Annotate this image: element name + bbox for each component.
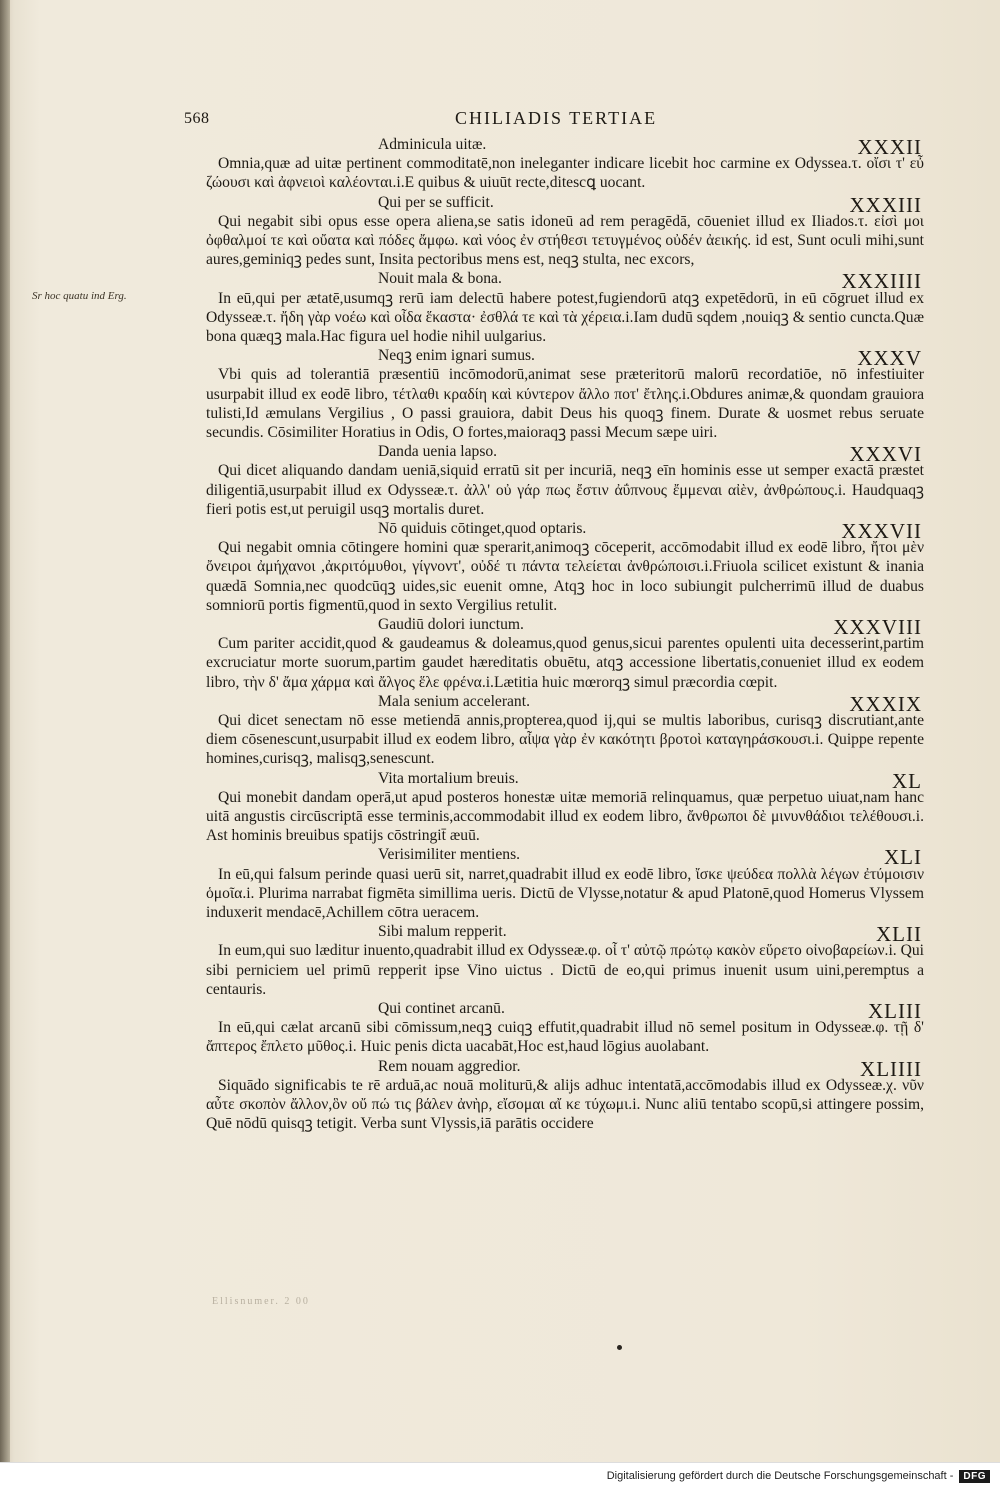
adage-entry [206, 692, 924, 769]
adage-numeral: XXXVII [841, 518, 922, 543]
adage-body: Qui monebit dandam operā,ut apud posteros honestæ uitæ memoriā relinquamus, quæ perpetuo uiuat,nam hanc uitā angustis circūscriptā esse terminis,accommodabit illud ex eodem libro, ἄνθρωποι δὲ μινυνθάδιοι τελέθουσι.i. Ast hominis breuibus spatijs cōstringit̄ æuū. [206, 788, 924, 845]
adage-heading [206, 768, 924, 793]
adage-title: Mala senium accelerant. [378, 692, 530, 710]
adage-title: Vita mortalium breuis. [378, 769, 519, 787]
running-head: CHILIADIS TERTIAE [455, 108, 658, 128]
adage-entry [206, 615, 924, 692]
adage-entry [206, 519, 924, 615]
digitization-footer [0, 1462, 1000, 1489]
adage-numeral: XXXIIII [841, 269, 922, 294]
adage-heading [206, 845, 924, 870]
adage-title: Qui continet arcanū. [378, 999, 505, 1017]
adage-entry [206, 442, 924, 519]
adage-entry [206, 1057, 924, 1134]
adage-body: In eum,qui suo læditur inuento,quadrabit illud ex Odysseæ.φ. οἷ τ' αὐτῷ πρώτῳ κακὸν εὕρετο οἰνοβαρείων.i. Qui sibi perniciem uel primū repperit ipse Vino uictus . Dictū de eo,qui primus inuenit usum uini,peremptus a centauris. [206, 942, 924, 998]
adage-body: Qui dicet senectam nō esse metiendā annis,propterea,quod ij,qui se multis laboribus, curisqꝫ discrutiant,ante diem cōsenescunt,usurpabit illud ex eodem libro, αἶψα γὰρ ἐν κακότητι βροτοὶ καταγηράσκουσι.i. Quippe repente homines,curisqꝫ, malisqꝫ,senescunt. [206, 711, 924, 768]
adage-title: Nouit mala & bona. [378, 270, 502, 288]
adage-title: Sibi malum repperit. [378, 923, 507, 941]
adage-entry [206, 135, 924, 193]
adage-entry [206, 769, 924, 846]
adage-entry [206, 922, 924, 999]
adage-entry [206, 346, 924, 442]
adage-numeral: XLIIII [860, 1056, 922, 1081]
adage-heading [206, 614, 924, 639]
faint-bleedthrough-text: Ellisnumer. 2 00 [212, 1296, 310, 1307]
adage-numeral: XXXVIII [833, 614, 922, 639]
adage-numeral: XL [892, 768, 922, 793]
adage-body: In eū,qui per ætatē,usumqꝫ rerū iam delectū habere potest,fugiendorū atqꝫ expetēdorū, in eū cōgruet illud ex Odysseæ.τ. ἤδη γὰρ νοέω καὶ οἶδα ἕκαστα· ἐσθλά τε καὶ τὰ χέρεια.i.Iam dudū sqdem ,nouiqꝫ & sentio cuncta.Quæ bona quæqꝫ mala.Hac figura uel hodie nihil uulgarius. [206, 289, 924, 345]
adage-title: Rem nouam aggredior. [378, 1057, 521, 1075]
dfg-logo: DFG [959, 1470, 990, 1483]
adage-heading [206, 442, 924, 467]
adage-numeral: XXXIX [849, 691, 922, 716]
adage-body: In eū,qui falsum perinde quasi uerū sit, narret,quadrabit illud ex eodē libro, ἴσκε ψεύδεα πολλὰ λέγων ἐτύμοισιν ὁμοῖα.i. Plurima narrabat figmēta simillima ueris. Dictū de Vlysse,notatur & apud Platonē,quod Homerus Vlyssem induxerit mendacē,Achillem cōtra ueracem. [206, 865, 924, 921]
adage-numeral: XLIII [868, 998, 922, 1023]
adage-heading [206, 346, 924, 371]
adage-title: Danda uenia lapso. [378, 443, 498, 461]
adage-title: Adminicula uitæ. [378, 136, 487, 153]
adage-heading [206, 192, 924, 217]
adage-title: Verisimiliter mentiens. [378, 846, 521, 864]
adage-heading [206, 691, 924, 716]
adage-entry [206, 845, 924, 922]
adage-numeral: XXXVI [849, 442, 922, 467]
adage-heading [206, 518, 924, 543]
adage-numeral: XXXIII [849, 192, 922, 217]
page-number: 568 [184, 110, 210, 127]
adage-body: Vbi quis ad tolerantiā præsentiū incōmodorū,animat sese præteritorū malorū recordatiōe, nō infestiuiter usurpabit illud ex eodē libro, τέτλαθι κραδίη καὶ κύντερον ἄλλο ποτ' ἔτλης.i.Obdures animæ,& quondam grauiora tulisti,Id æmulans Vergilius , O passi grauiora, dabit Deus his quoqꝫ finem. Durate & uosmet rebus seruate secundis. Cōsimiliter Horatius in Odis, O fortes,maioraqꝫ passi Mecum sæpe uiri. [206, 366, 924, 441]
adage-heading [206, 1056, 924, 1081]
adage-heading [206, 998, 924, 1023]
marginal-annotation: Sr hoc quatu ind Erg. [32, 290, 127, 302]
adage-heading [206, 269, 924, 294]
adage-body: Cum pariter accidit,quod & gaudeamus & doleamus,quod genus,sicui parentes opulenti uita decesserint,partim excruciatur morte suorum,partim gaudet hæreditatis obuētu, atqꝫ accessione libertatis,conueniet illud ex eodem libro, τὴν δ' ἄμα χάρμα καὶ ἄλγος ἕλε φρένα.i.Lætitia huic mœrorqꝫ simul præcordia cœpit. [206, 635, 924, 691]
adage-heading [206, 135, 924, 159]
adage-body: Qui dicet aliquando dandam ueniā,siquid erratū sit per incuriā, neqꝫ eīn hominis esse ut semper exactā præstet diligentiā,usurpabit illud ex Odysseæ.τ. ἀλλ' οὐ γάρ πως ἔστιν ἀΰπνους ἔμμεναι αἰὲν, ἀνθρώπους.i. Haudquaqꝫ fieri potis est,ut peruigil usqꝫ mortalis duret. [206, 462, 924, 518]
adage-body: Omnia,quæ ad uitæ pertinent commoditatē,non ineleganter indicare licebit hoc carmine ex Odyssea.τ. οἴσι τ' εὖ ζώουσι καὶ ἀφνειοὶ καλέονται.i.E quibus & uiuūt recte,ditescꝗ uocant. [206, 155, 924, 192]
adage-title: Qui per se sufficit. [378, 193, 494, 211]
adage-title: Neqꝫ enim ignari sumus. [378, 347, 535, 365]
adage-entry [206, 269, 924, 346]
ink-dot [617, 1345, 622, 1350]
adage-title: Nō quiduis cōtinget,quod optaris. [378, 519, 587, 537]
adage-body: In eū,qui cælat arcanū sibi cōmissum,neqꝫ cuiqꝫ effutit,quadrabit illud nō semel positum in Odysseæ.φ. τῇ δ' ἄπτερος ἔπλετο μῦθος.i. Huic penis dicta uacabāt,Hoc est,haud lōgius auolabant. [206, 1019, 924, 1056]
adage-body: Siquādo significabis te rē arduā,ac nouā moliturū,& alijs adhuc intentatā,accōmodabis illud ex Odysseæ.χ. νῦν αὖτε σκοπὸν ἄλλον,ὃν οὔ πώ τις βάλεν ἀνὴρ, εἴσομαι αἴ κε τύχωμι.i. Nunc aliū tentabo scopū,si attingere possim, Quē nōdū quisqꝫ tetigit. Verba sunt Vlyssis,iā parātis occidere [206, 1076, 924, 1133]
adage-numeral: XLI [884, 845, 922, 870]
footer-credit: Digitalisierung gefördert durch die Deutsche Forschungsgemeinschaft - [606, 1470, 954, 1482]
adage-entry [206, 193, 924, 270]
adage-numeral: XXXII [857, 135, 922, 159]
adage-title: Gaudiū dolori iunctum. [378, 615, 524, 633]
adage-body: Qui negabit omnia cōtingere homini quæ sperarit,animoqꝫ cōceperit, accōmodabit illud ex eodē libro, ἤτοι μὲν ὄνειροι ἀμήχανοι ,ἀκριτόμυθοι, γίγνοντ', οὐδέ τι πάντα τελείεται ἀνθρώποισι.i.Friuola scilicet existunt & inania quædā Somnia,nec quodcūqꝫ uides,sic euenit omne, Atqꝫ hoc in loco subiungit pulcherrimū illud de duabus somniorū portis figmentū,quod in sexto Vergilius retulit. [206, 539, 924, 614]
adage-numeral: XLII [876, 922, 922, 947]
adage-body: Qui negabit sibi opus esse opera aliena,se satis idoneū ad rem peragēdā, cōueniet illud ex Iliados.τ. εἰσὶ μοι ὀφθαλμοί τε καὶ οὔατα καὶ πόδες ἄμφω. καὶ νόος ἐν στήθεσι τετυγμένος οὐδέν ἀεικής. id est, Sunt oculi mihi,sunt aures,geminiqꝫ pedes sunt, Insita pectoribus mens est, neqꝫ stulta, nec excors, [206, 212, 924, 269]
adage-entry [206, 999, 924, 1057]
main-text-block [206, 135, 924, 1133]
adage-numeral: XXXV [857, 346, 922, 371]
gutter-shadow [0, 0, 10, 1462]
adage-heading [206, 922, 924, 947]
